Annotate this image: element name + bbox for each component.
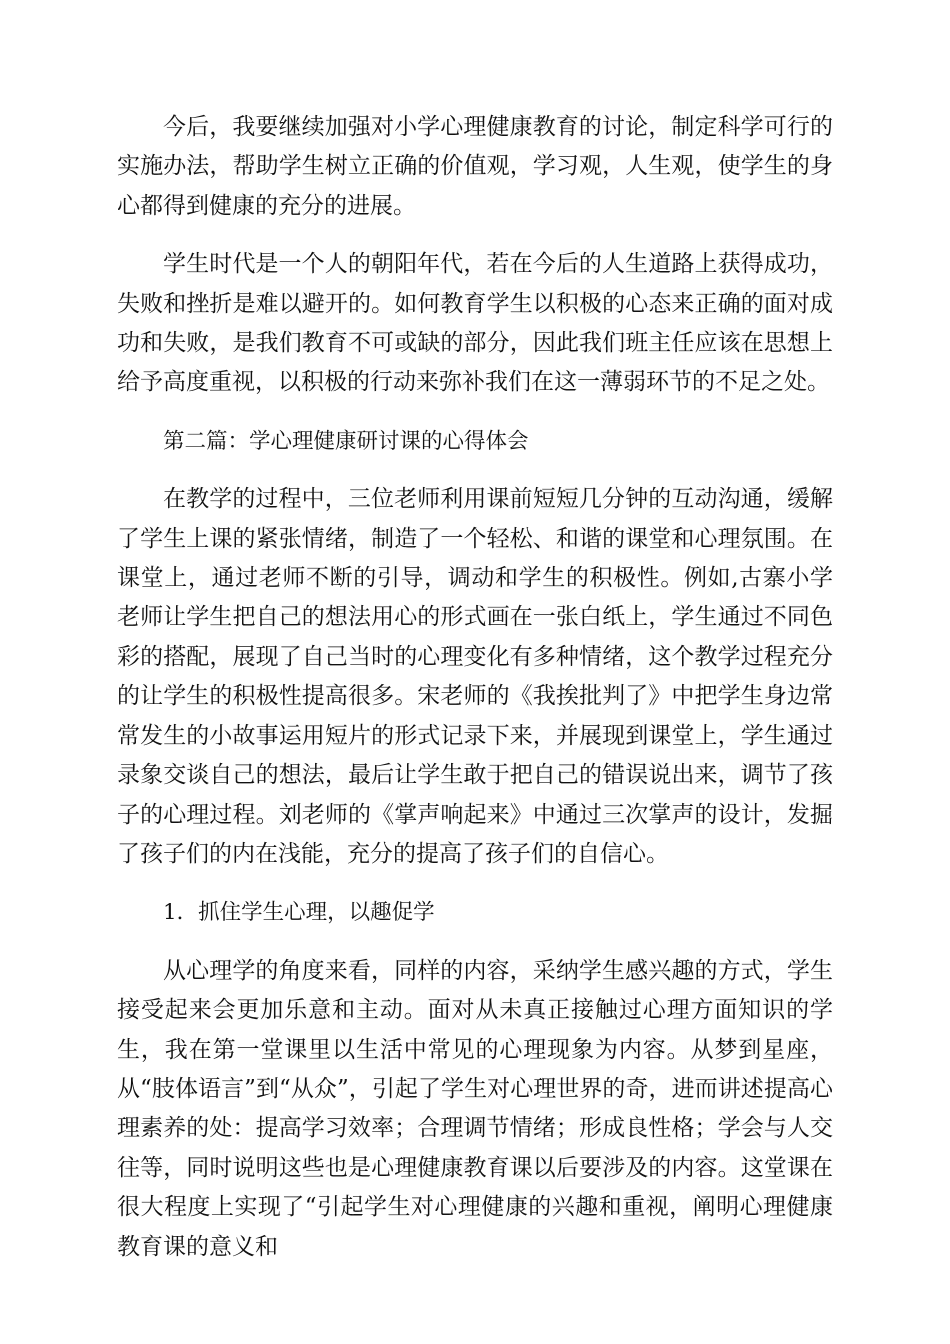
paragraph-student-years: 学生时代是一个人的朝阳年代，若在今后的人生道路上获得成功，失败和挫折是难以避开的。如何教育学生以积极的心态来正确的面对成功和失败，是我们教育不可或缺的部分，因此我们班主任应该在思想上给予高度重视，以积极的行动来弥补我们在这一薄弱环节的不足之处。 xyxy=(117,251,833,396)
section-heading: 第二篇：学心理健康研讨课的心得体会 xyxy=(163,428,529,454)
list-heading-item-1: 1．抓住学生心理，以趣促学 xyxy=(163,900,435,926)
document-page xyxy=(117,108,833,1286)
paragraph-teaching-process: 在教学的过程中，三位老师利用课前短短几分钟的互动沟通，缓解了学生上课的紧张情绪，制造了一个轻松、和谐的课堂和心理氛围。在课堂上，通过老师不断的引导，调动和学生的积极性。例如,古寨小学老师让学生把自己的想法用心的形式画在一张白纸上，学生通过不同色彩的搭配，展现了自己当时的心理变化有多种情绪，这个教学过程充分的让学生的积极性提高很多。宋老师的《我挨批判了》中把学生身边常常发生的小故事运用短片的形式记录下来，并展现到课堂上，学生通过录象交谈自己的想法，最后让学生敢于把自己的错误说出来，调节了孩子的心理过程。刘老师的《掌声响起来》中通过三次掌声的设计，发掘了孩子们的内在浅能，充分的提高了孩子们的自信心。 xyxy=(117,486,833,867)
paragraph-future-plan: 今后，我要继续加强对小学心理健康教育的讨论，制定科学可行的实施办法，帮助学生树立正确的价值观，学习观，人生观，使学生的身心都得到健康的充分的进展。 xyxy=(117,114,833,219)
paragraph-psychology-angle: 从心理学的角度来看，同样的内容，采纳学生感兴趣的方式，学生接受起来会更加乐意和主动。面对从未真正接触过心理方面知识的学生，我在第一堂课里以生活中常见的心理现象为内容。从梦到星座，从“肢体语言”到“从众”，引起了学生对心理世界的奇，进而讲述提高心理素养的处：提高学习效率；合理调节情绪；形成良性格；学会与人交往等，同时说明这些也是心理健康教育课以后要涉及的内容。这堂课在很大程度上实现了“引起学生对心理健康的兴趣和重视，阐明心理健康教育课的意义和 xyxy=(117,957,833,1260)
